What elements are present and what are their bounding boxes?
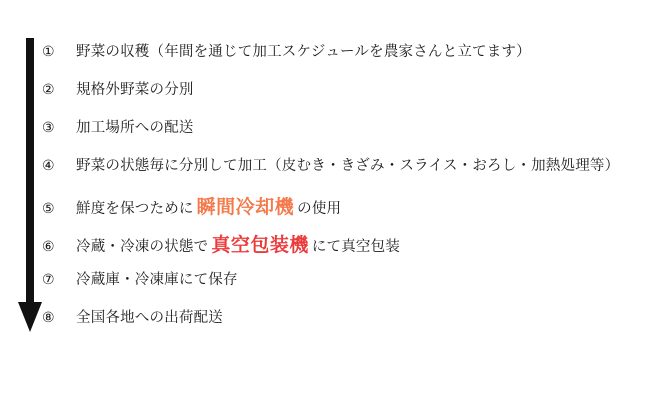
step-text-segment: 加工場所への配送 <box>76 120 194 136</box>
step-text-segment: 冷蔵庫・冷凍庫にて保存 <box>76 272 238 288</box>
arrow-head-icon <box>18 302 42 332</box>
list-item <box>42 230 642 268</box>
step-text-segment: にて真空包装 <box>311 239 401 255</box>
step-text-segment: 野菜の状態毎に分別して加工（皮むき・きざみ・スライス・おろし・加熱処理等） <box>76 158 620 174</box>
list-item <box>42 78 642 116</box>
step-text-segment: 冷蔵・冷凍の状態で <box>76 239 209 255</box>
step-number: ⑥ <box>42 238 55 254</box>
step-text-segment: 規格外野菜の分別 <box>76 82 194 98</box>
step-number: ④ <box>42 157 55 173</box>
step-text-segment: 鮮度を保つために <box>76 201 194 217</box>
step-text <box>76 192 341 219</box>
step-number: ⑧ <box>42 309 55 325</box>
highlight-term-flash-chiller: 瞬間冷却機 <box>196 197 295 218</box>
step-text-segment: の使用 <box>297 201 342 217</box>
step-text <box>76 116 194 137</box>
list-item <box>42 192 642 230</box>
step-number: ③ <box>42 119 55 135</box>
process-step-list <box>42 40 642 344</box>
arrow-shaft <box>26 38 34 306</box>
step-number: ② <box>42 81 55 97</box>
list-item <box>42 40 642 78</box>
downward-process-arrow <box>18 38 44 350</box>
list-item <box>42 268 642 306</box>
list-item <box>42 306 642 344</box>
step-number: ⑦ <box>42 271 55 287</box>
list-item <box>42 116 642 154</box>
step-text <box>76 306 223 327</box>
step-number: ① <box>42 43 55 59</box>
step-text-segment: 野菜の収穫（年間を通じて加工スケジュールを農家さんと立てます） <box>76 44 531 60</box>
step-text <box>76 230 400 257</box>
step-text-segment: 全国各地への出荷配送 <box>76 310 223 326</box>
step-text <box>76 268 238 289</box>
highlight-term-vacuum-packer: 真空包装機 <box>211 235 309 256</box>
step-text <box>76 78 194 99</box>
list-item <box>42 154 642 192</box>
step-text <box>76 40 531 61</box>
step-text <box>76 154 619 175</box>
step-number: ⑤ <box>42 200 55 216</box>
